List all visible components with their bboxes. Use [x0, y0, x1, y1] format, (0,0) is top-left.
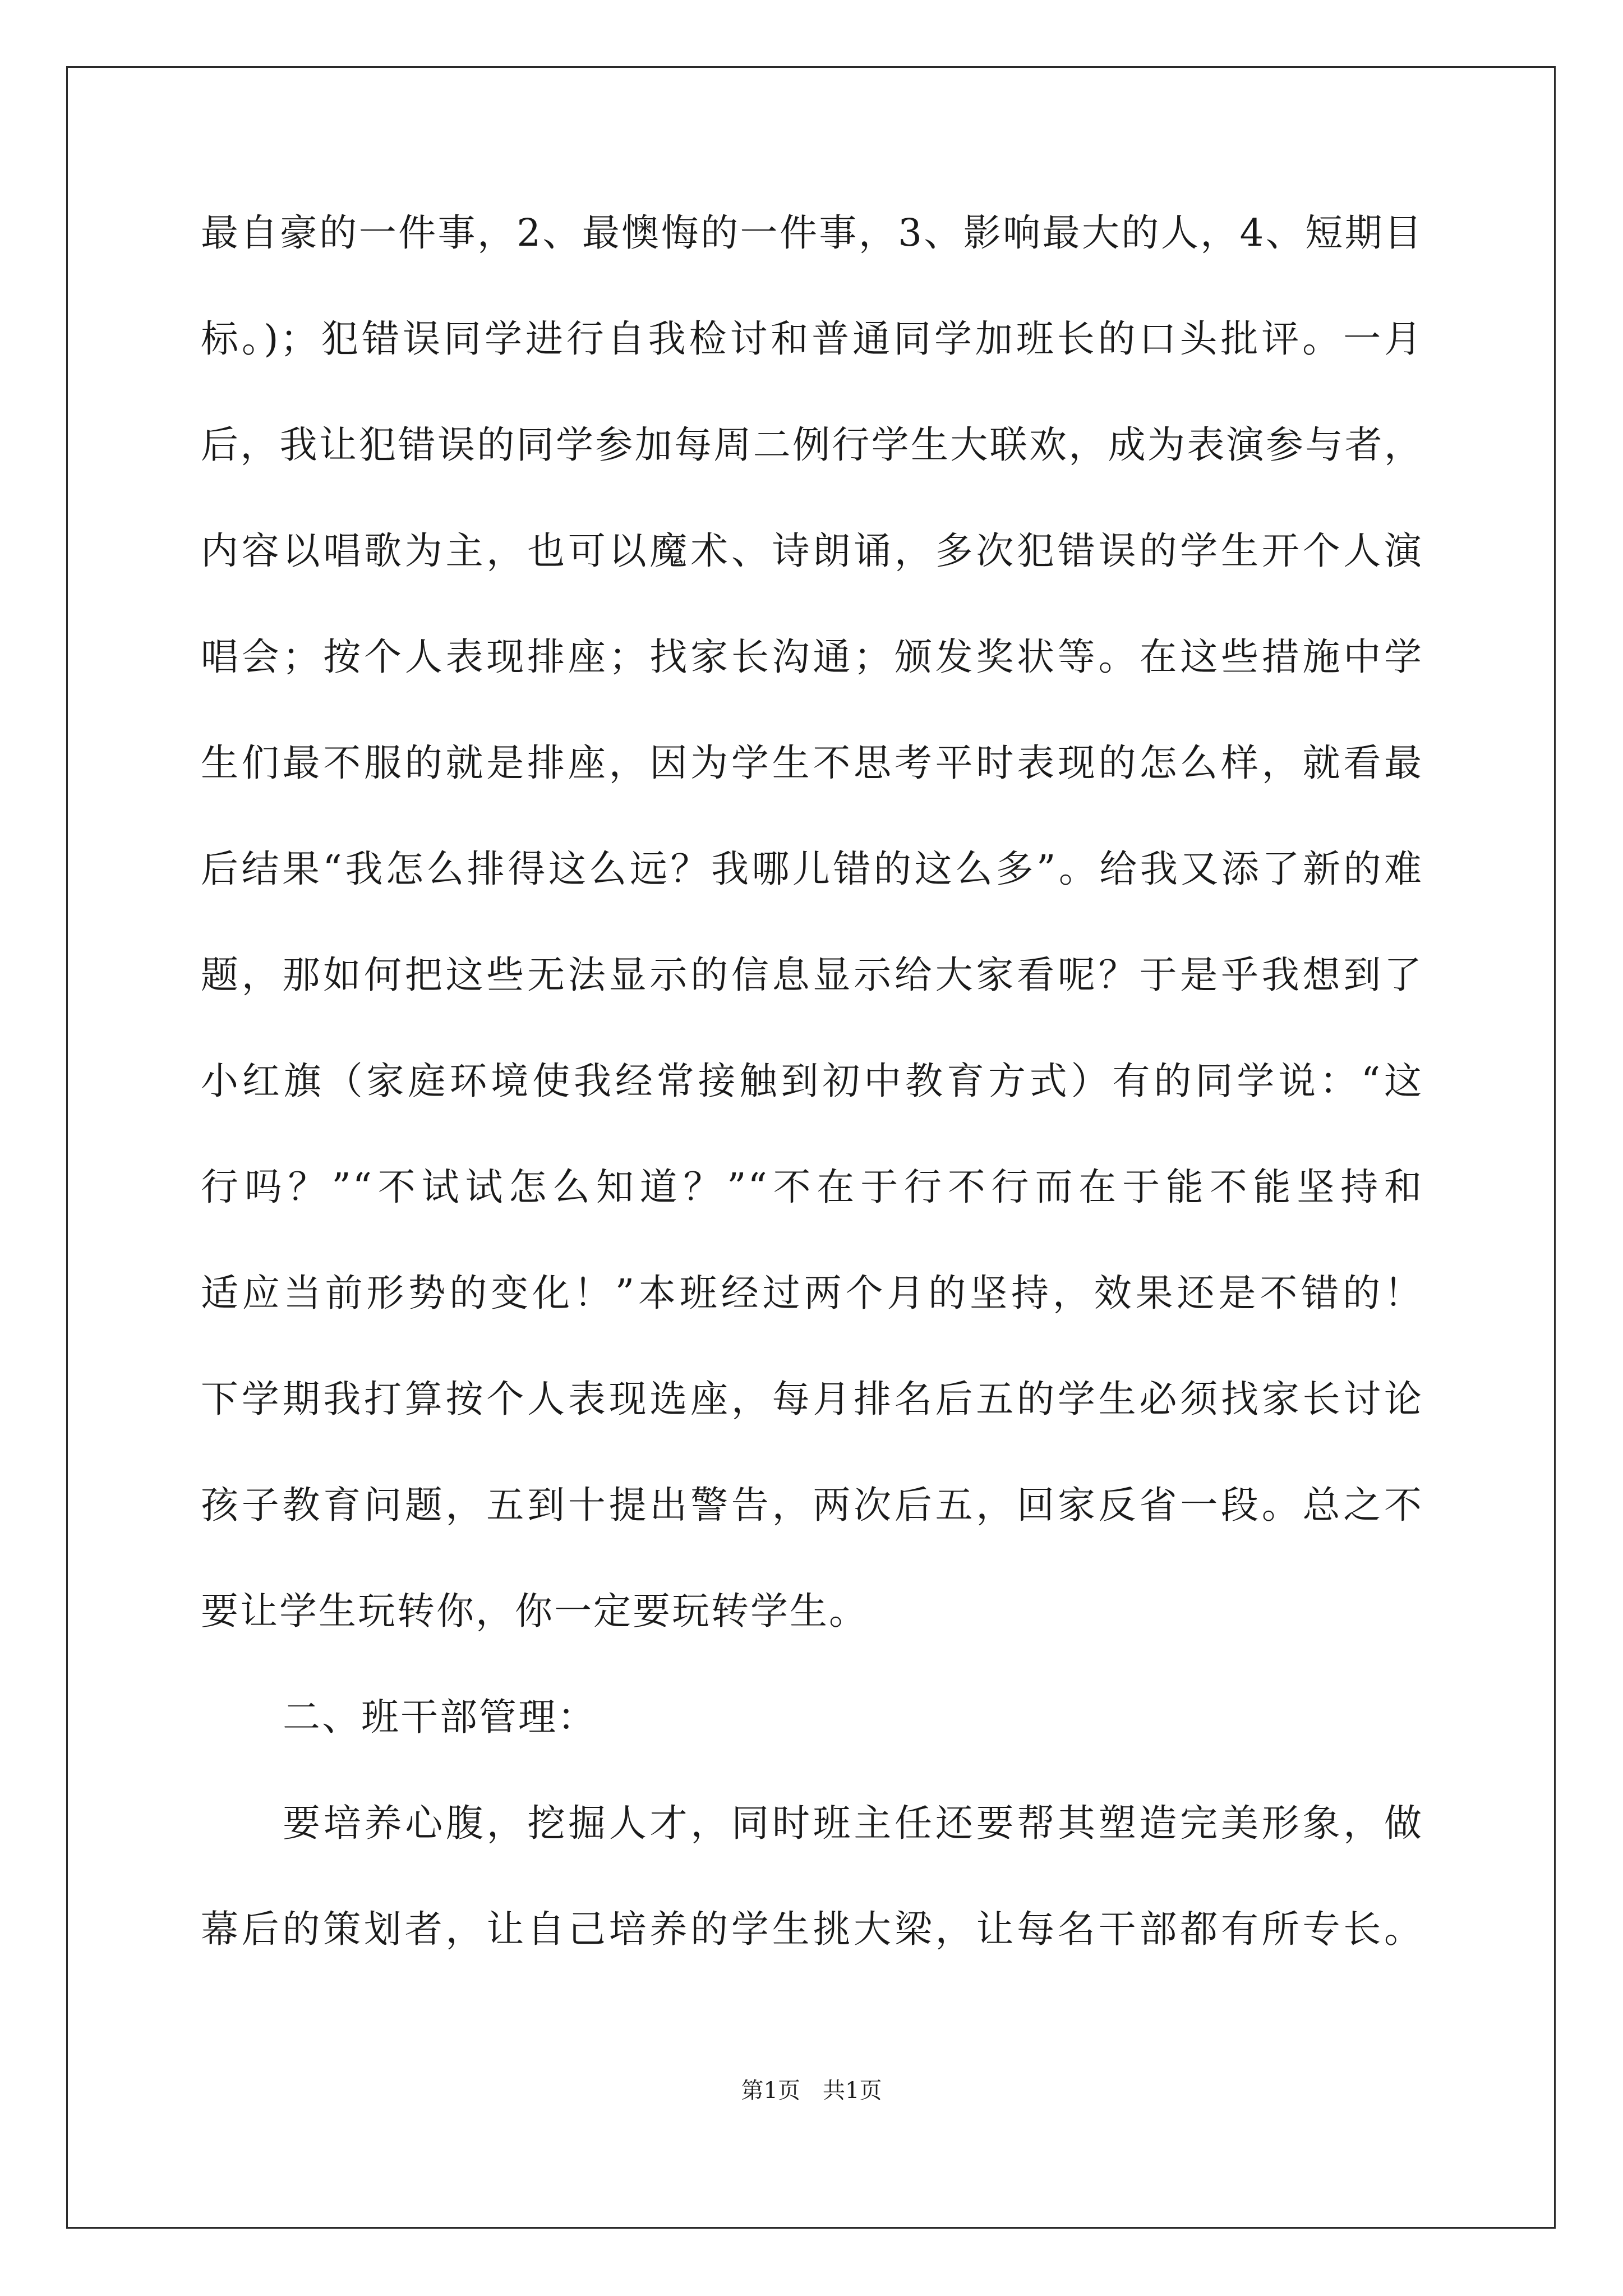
page-number-footer: 第1页 共1页	[741, 2078, 882, 2104]
paragraph-line: 内容以唱歌为主，也可以魔术、诗朗诵，多次犯错误的学生开个人演	[201, 529, 1423, 573]
paragraph-line: 生们最不服的就是排座，因为学生不思考平时表现的怎么样，就看最	[201, 741, 1423, 785]
paragraph-line: 要培养心腹，挖掘人才，同时班主任还要帮其塑造完美形象，做	[283, 1801, 1423, 1845]
paragraph-line: 行吗？”“不试试怎么知道？”“不在于行不行而在于能不能坚持和	[201, 1165, 1423, 1209]
paragraph-line: 最自豪的一件事，2、最懊悔的一件事，3、影响最大的人，4、短期目	[201, 211, 1423, 255]
paragraph-line: 下学期我打算按个人表现选座，每月排名后五的学生必须找家长讨论	[201, 1377, 1423, 1421]
paragraph-line: 幕后的策划者，让自己培养的学生挑大梁，让每名干部都有所专长。	[201, 1907, 1423, 1951]
paragraph-line: 题，那如何把这些无法显示的信息显示给大家看呢？于是乎我想到了	[201, 953, 1423, 997]
paragraph-line: 适应当前形势的变化！”本班经过两个月的坚持，效果还是不错的！	[201, 1271, 1423, 1315]
paragraph-line: 孩子教育问题，五到十提出警告，两次后五，回家反省一段。总之不	[201, 1483, 1423, 1527]
section-heading: 二、班干部管理：	[283, 1695, 597, 1739]
paragraph-line: 后，我让犯错误的同学参加每周二例行学生大联欢，成为表演参与者，	[201, 423, 1423, 467]
paragraph-line: 后结果“我怎么排得这么远？我哪儿错的这么多”。给我又添了新的难	[201, 847, 1423, 891]
paragraph-line: 要让学生玩转你，你一定要玩转学生。	[201, 1589, 868, 1633]
document-body	[201, 211, 1423, 2017]
paragraph-line: 唱会；按个人表现排座；找家长沟通；颁发奖状等。在这些措施中学	[201, 635, 1423, 679]
paragraph-line: 标。)；犯错误同学进行自我检讨和普通同学加班长的口头批评。一月	[201, 317, 1423, 361]
paragraph-line: 小红旗（家庭环境使我经常接触到初中教育方式）有的同学说：“这	[201, 1059, 1423, 1103]
